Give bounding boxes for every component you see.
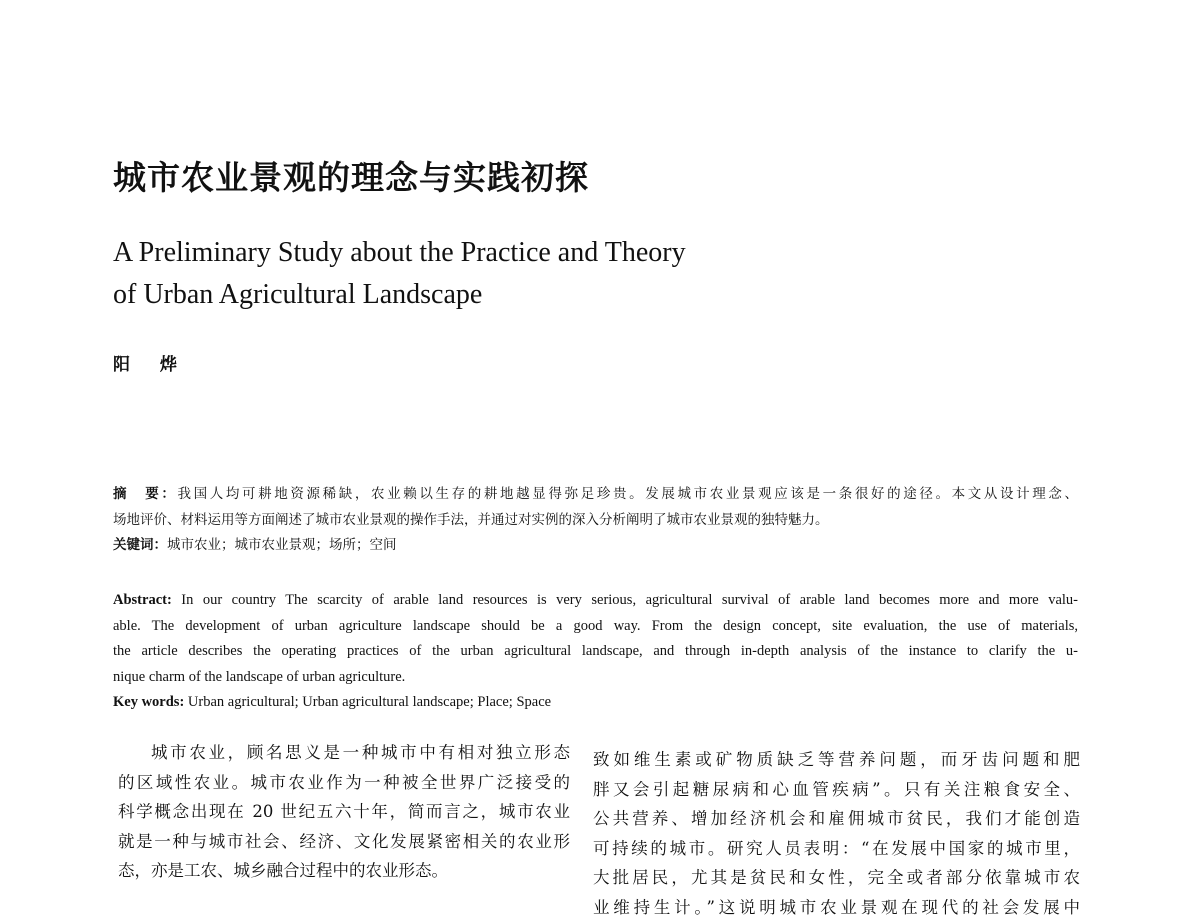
- abstract-cn-line: 场地评价、材料运用等方面阐述了城市农业景观的操作手法，并通过对实例的深入分析阐明了城市农业景观的独特魅力。: [113, 511, 829, 528]
- abstract-en-line: able. The development of urban agriculture landscape should be a good way. From the design concept, site evaluation, the use of materials,: [113, 617, 1078, 634]
- body-line: 科学概念出现在 20 世纪五六十年，简而言之，城市农业: [118, 802, 570, 822]
- title-english-line: of Urban Agricultural Landscape: [113, 279, 483, 310]
- abstract-cn-text: 我国人均可耕地资源稀缺，农业赖以生存的耕地越显得弥足珍贵。发展城市农业景观应该是一条很好的途径。本文从设计理念、: [177, 486, 1079, 502]
- body-line: 城市农业，顾名思义是一种城市中有相对独立形态: [151, 743, 570, 762]
- abstract-english: [113, 588, 1078, 716]
- body-line: 业维持生计。”这说明城市农业景观在现代的社会发展中: [593, 897, 1080, 917]
- abstract-chinese: [113, 482, 1078, 559]
- author: 阳 烨: [113, 355, 189, 375]
- title-english: [113, 232, 686, 316]
- body-line: 可持续的城市。研究人员表明：“在发展中国家的城市里，: [593, 838, 1080, 858]
- keywords-en-label: Key words:: [113, 694, 185, 710]
- body-line: 态，亦是工农、城乡融合过程中的农业形态。: [118, 861, 448, 881]
- body-line: 就是一种与城市社会、经济、文化发展紧密相关的农业形: [118, 831, 570, 851]
- abstract-en-line: [113, 588, 1078, 614]
- keywords-en-text: Urban agricultural; Urban agricultural landscape; Place; Space: [187, 694, 552, 710]
- title-english-line: A Preliminary Study about the Practice and Theory: [113, 237, 686, 268]
- abstract-en-line: nique charm of the landscape of urban agriculture.: [113, 668, 406, 685]
- keywords-cn-text: 城市农业；城市农业景观；场所；空间: [167, 537, 397, 553]
- keywords-en: [113, 690, 1078, 716]
- body-line: 公共营养、增加经济机会和雇佣城市贫民，我们才能创造: [593, 809, 1080, 829]
- body-line: 致如维生素或矿物质缺乏等营养问题，而牙齿问题和肥: [593, 750, 1080, 769]
- body-line: 胖又会引起糖尿病和心血管疾病”。只有关注粮食安全、: [593, 779, 1080, 799]
- abstract-cn-line: [113, 482, 1078, 508]
- body-line: 的区域性农业。城市农业作为一种被全世界广泛接受的: [118, 772, 570, 792]
- title-chinese: 城市农业景观的理念与实践初探: [113, 158, 589, 197]
- keywords-cn: [113, 533, 1078, 559]
- abstract-cn-label: 摘 要：: [113, 486, 178, 502]
- body-column-right: [593, 745, 1080, 920]
- body-column-left: [118, 738, 570, 886]
- keywords-cn-label: 关键词：: [113, 537, 167, 553]
- abstract-en-line: the article describes the operating practices of the urban agricultural landscape, and through in-depth analysis of the instance to clarify the u-: [113, 643, 1078, 659]
- abstract-en-text: In our country The scarcity of arable land resources is very serious, agricultural survival of arable land becomes more and more valu-: [181, 592, 1079, 608]
- abstract-en-label: Abstract:: [113, 592, 172, 608]
- body-line: 大批居民，尤其是贫民和女性，完全或者部分依靠城市农: [593, 868, 1080, 888]
